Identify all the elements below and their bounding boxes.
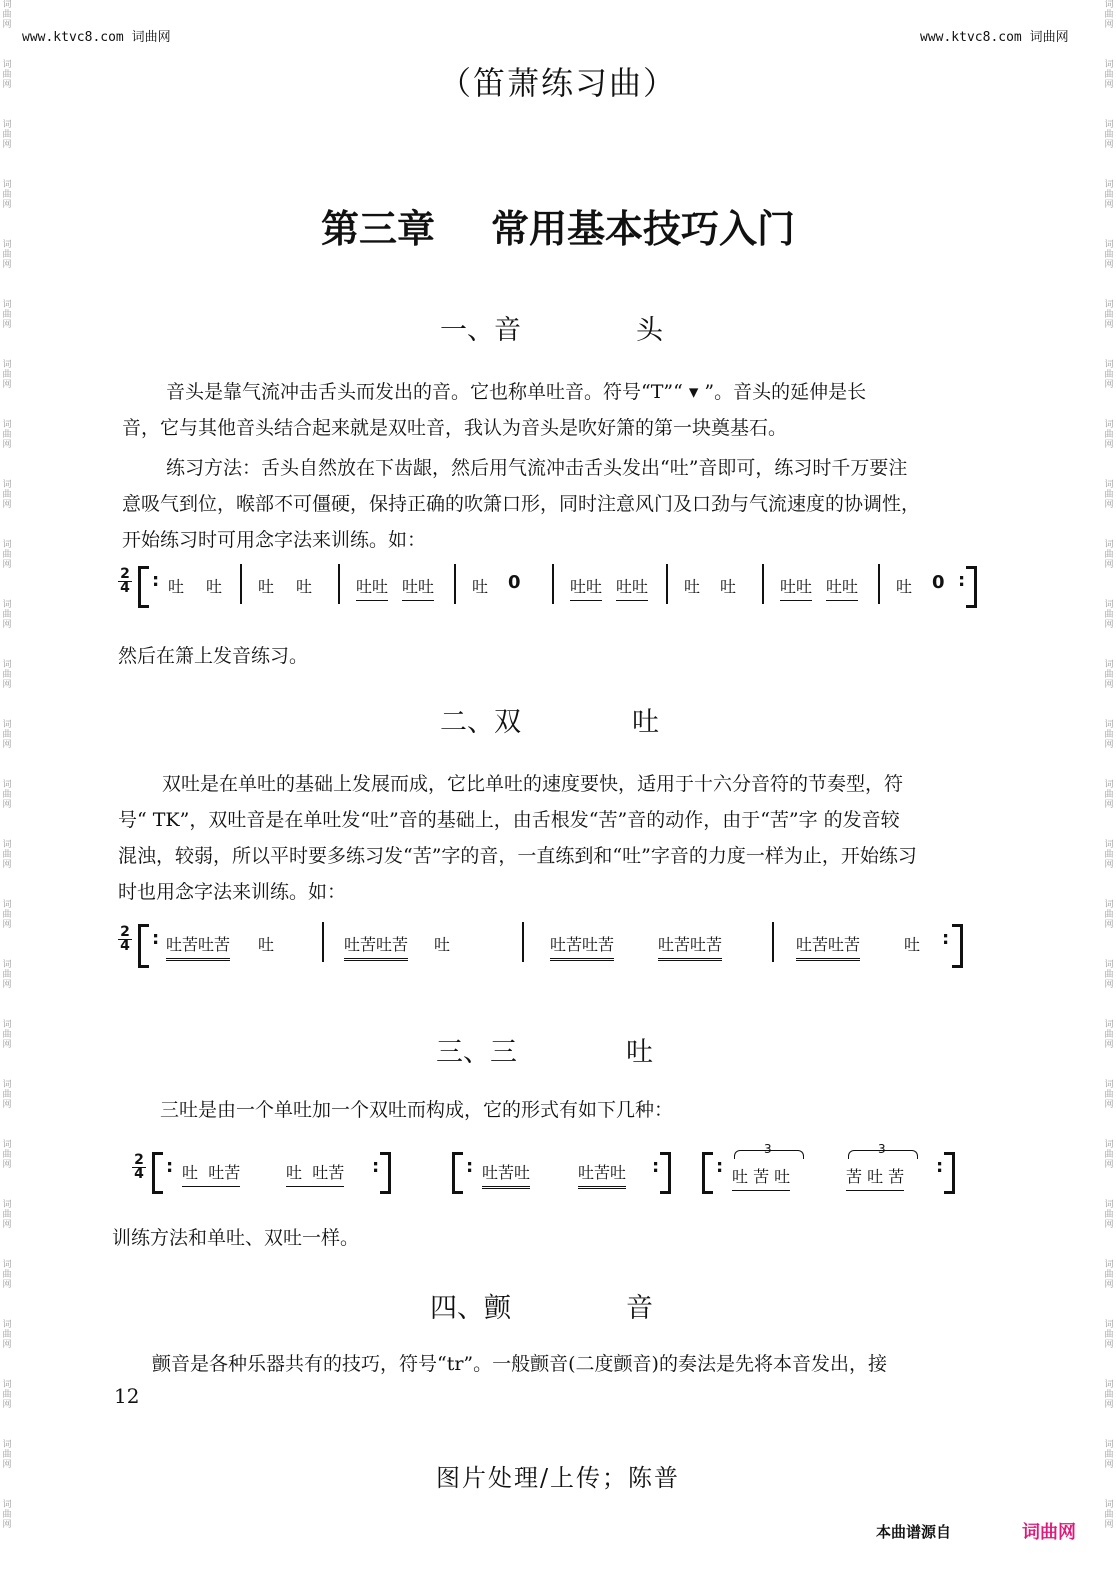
side-watermark-group	[0, 420, 14, 480]
repeat-bracket-close	[966, 566, 977, 608]
side-watermark-char: 词	[2, 600, 12, 610]
side-watermark-char: 曲	[2, 1330, 12, 1340]
side-watermark-char: 曲	[1104, 190, 1114, 200]
side-watermark-char: 词	[2, 0, 12, 10]
side-watermark-char: 网	[2, 980, 12, 990]
side-watermark-char: 网	[2, 800, 12, 810]
side-watermark-group	[1102, 1200, 1116, 1260]
side-watermark-group	[1102, 780, 1116, 840]
repeat-bracket-close	[944, 1152, 955, 1194]
beat: 吐	[684, 577, 701, 596]
page-number: 12	[114, 1384, 140, 1408]
side-watermark-char: 曲	[1104, 70, 1114, 80]
side-watermark-group	[0, 1380, 14, 1440]
beat: 0	[932, 572, 945, 593]
side-watermark-group	[1102, 300, 1116, 360]
section-heading-3-tail: 吐	[626, 1037, 653, 1068]
barline	[522, 922, 524, 962]
side-watermark-char: 网	[1104, 1400, 1114, 1410]
side-watermark-char: 词	[2, 1260, 12, 1270]
side-watermark-group	[0, 660, 14, 720]
footer-brand-logo: 词曲网	[1022, 1522, 1076, 1543]
side-watermark-char: 网	[2, 1280, 12, 1290]
section-heading-2: 二、双	[440, 707, 521, 738]
section-heading-4-tail: 音	[626, 1293, 653, 1324]
side-watermark-char: 词	[1104, 840, 1114, 850]
side-watermark-char: 词	[2, 360, 12, 370]
repeat-bracket-close	[380, 1152, 391, 1194]
side-watermark-char: 曲	[1104, 370, 1114, 380]
side-watermark-char: 词	[1104, 1500, 1114, 1510]
side-watermark-group	[0, 1020, 14, 1080]
side-watermark-char: 网	[2, 740, 12, 750]
repeat-bracket-open	[152, 1152, 163, 1194]
beat: 吐吐	[356, 574, 388, 601]
side-watermark-char: 网	[2, 380, 12, 390]
side-watermark-char: 词	[2, 240, 12, 250]
side-watermark-char: 网	[1104, 800, 1114, 810]
side-watermark-char: 曲	[1104, 1150, 1114, 1160]
side-watermark-char: 词	[1104, 600, 1114, 610]
side-watermark-char: 网	[1104, 1280, 1114, 1290]
side-watermark-char: 词	[1104, 1200, 1114, 1210]
side-watermark-char: 网	[1104, 1460, 1114, 1470]
side-watermark-group	[0, 540, 14, 600]
beat-group: 苦 吐 苦	[846, 1164, 904, 1191]
time-signature: 2 4	[118, 568, 132, 595]
side-watermark-char: 曲	[2, 1090, 12, 1100]
side-watermark-char: 曲	[1104, 490, 1114, 500]
repeat-bracket-open	[138, 924, 149, 968]
side-watermark-char: 网	[1104, 740, 1114, 750]
side-watermark-char: 词	[1104, 1320, 1114, 1330]
side-watermark-char: 网	[2, 1220, 12, 1230]
side-watermark-char: 网	[1104, 80, 1114, 90]
side-watermark-char: 曲	[2, 1150, 12, 1160]
beat: 吐	[296, 577, 313, 596]
side-watermark-group	[1102, 1080, 1116, 1140]
side-watermark-char: 曲	[1104, 430, 1114, 440]
beat: 吐	[258, 577, 275, 596]
side-watermark-char: 词	[1104, 480, 1114, 490]
side-watermark-group	[0, 900, 14, 960]
side-watermark-char: 曲	[2, 670, 12, 680]
side-watermark-char: 词	[1104, 660, 1114, 670]
side-watermark-char: 网	[2, 260, 12, 270]
repeat-bracket-close	[952, 924, 963, 968]
side-watermark-char: 词	[1104, 240, 1114, 250]
side-watermark-group	[0, 480, 14, 540]
beat: 吐	[206, 577, 223, 596]
side-watermark-char: 网	[1104, 380, 1114, 390]
side-watermark-group	[1102, 0, 1116, 60]
side-watermark-char: 曲	[1104, 1330, 1114, 1340]
notation-example-1	[116, 562, 986, 612]
side-watermark-group	[0, 720, 14, 780]
side-watermark-char: 曲	[2, 370, 12, 380]
repeat-dots: :	[152, 928, 160, 949]
side-watermark-char: 词	[2, 1020, 12, 1030]
side-watermark-char: 词	[2, 1440, 12, 1450]
chapter-title: 常用基本技巧入门	[491, 207, 796, 251]
book-subtitle: （笛萧练习曲）	[438, 64, 677, 102]
side-watermark-group	[0, 0, 14, 60]
beat: 0	[508, 572, 521, 593]
side-watermark-char: 曲	[2, 1030, 12, 1040]
side-watermark-char: 曲	[2, 310, 12, 320]
side-watermark-char: 网	[1104, 200, 1114, 210]
section-heading-1: 一、音	[440, 315, 521, 346]
side-watermark-char: 词	[1104, 1140, 1114, 1150]
side-watermark-group	[0, 840, 14, 900]
side-watermark-char: 网	[2, 320, 12, 330]
side-watermark-group	[0, 1260, 14, 1320]
side-watermark-char: 网	[2, 200, 12, 210]
side-watermark-group	[0, 780, 14, 840]
side-watermark-char: 词	[1104, 1380, 1114, 1390]
time-signature: 2 4	[118, 926, 132, 953]
repeat-dots: :	[716, 1156, 724, 1177]
side-watermark-char: 曲	[2, 1510, 12, 1520]
side-watermark-group	[1102, 120, 1116, 180]
header-watermark-left: www.ktvc8.com 词曲网	[22, 30, 171, 45]
chapter-heading	[0, 198, 1116, 253]
side-watermark-char: 曲	[1104, 1030, 1114, 1040]
beat-group: 吐 苦 吐	[732, 1164, 790, 1191]
repeat-dots: :	[936, 1156, 944, 1177]
side-watermark-char: 网	[2, 1160, 12, 1170]
side-watermark-char: 曲	[2, 10, 12, 20]
repeat-dots: :	[466, 1156, 474, 1177]
side-watermark-char: 曲	[1104, 850, 1114, 860]
side-watermark-group	[1102, 960, 1116, 1020]
side-watermark-group	[1102, 360, 1116, 420]
side-watermark-char: 曲	[1104, 730, 1114, 740]
side-watermark-char: 网	[2, 680, 12, 690]
side-watermark-char: 曲	[1104, 1090, 1114, 1100]
side-watermark-char: 词	[2, 1380, 12, 1390]
side-watermark-char: 词	[1104, 1440, 1114, 1450]
barline	[322, 922, 324, 962]
side-watermark-group	[0, 300, 14, 360]
side-watermark-char: 曲	[2, 1210, 12, 1220]
side-watermark-char: 网	[2, 140, 12, 150]
time-signature: 2 4	[132, 1154, 146, 1181]
side-watermark-group	[1102, 840, 1116, 900]
side-watermark-group	[1102, 480, 1116, 540]
repeat-bracket-open	[138, 566, 149, 608]
side-watermark-char: 词	[2, 1080, 12, 1090]
side-watermark-group	[1102, 900, 1116, 960]
beat: 吐	[904, 935, 921, 954]
side-watermark-char: 曲	[1104, 910, 1114, 920]
side-watermark-char: 网	[2, 20, 12, 30]
beat-group: 吐苦吐	[482, 1160, 530, 1189]
notation-example-2	[116, 920, 986, 970]
side-watermark-char: 词	[2, 720, 12, 730]
side-watermark-char: 曲	[2, 430, 12, 440]
repeat-dots: :	[372, 1156, 380, 1177]
side-watermark-char: 网	[1104, 560, 1114, 570]
side-watermark-group	[1102, 1260, 1116, 1320]
beat-group: 吐苦吐	[578, 1160, 626, 1189]
side-watermark-group	[0, 360, 14, 420]
beat-group: 吐 吐苦	[182, 1160, 240, 1187]
barline	[762, 564, 764, 604]
repeat-dots: :	[958, 570, 966, 591]
side-watermark-char: 词	[2, 180, 12, 190]
side-watermark-group	[0, 600, 14, 660]
side-watermark-char: 网	[1104, 20, 1114, 30]
side-watermark-char: 词	[2, 840, 12, 850]
side-watermark-group	[1102, 660, 1116, 720]
repeat-bracket-close	[660, 1152, 671, 1194]
side-watermark-char: 网	[2, 80, 12, 90]
side-watermark-char: 词	[1104, 0, 1114, 10]
side-watermark-char: 网	[1104, 920, 1114, 930]
side-watermark-char: 词	[2, 900, 12, 910]
side-watermark-group	[1102, 1320, 1116, 1380]
side-watermark-char: 曲	[2, 130, 12, 140]
side-watermark-group	[1102, 1500, 1116, 1560]
side-watermark-char: 词	[1104, 300, 1114, 310]
beat: 吐吐	[826, 574, 858, 601]
side-watermark-char: 曲	[1104, 1210, 1114, 1220]
side-watermark-char: 网	[1104, 860, 1114, 870]
beat: 吐吐	[402, 574, 434, 601]
side-watermark-char: 词	[2, 60, 12, 70]
side-watermark-char: 词	[1104, 1020, 1114, 1030]
side-watermark-char: 词	[1104, 120, 1114, 130]
side-watermark-char: 网	[1104, 1220, 1114, 1230]
side-watermark-char: 网	[2, 1400, 12, 1410]
side-watermark-char: 词	[2, 120, 12, 130]
side-watermark-char: 网	[1104, 500, 1114, 510]
side-watermark-char: 曲	[1104, 1390, 1114, 1400]
beat: 吐苦吐苦	[796, 932, 860, 961]
triplet-number: 3	[878, 1142, 886, 1156]
side-watermark-group	[1102, 1020, 1116, 1080]
beat-group: 吐 吐苦	[286, 1160, 344, 1187]
side-watermark-group	[1102, 1380, 1116, 1440]
side-watermark-char: 曲	[2, 550, 12, 560]
repeat-dots: :	[942, 928, 950, 949]
side-watermark-group	[0, 120, 14, 180]
section-1-paragraph: 音头是靠气流冲击舌头而发出的音。它也称单吐音。符号“T”“ ▾ ”。音头的延伸是长 音，它与其他音头结合起来就是双吐音，我认为音头是吹好箫的第一块奠基石。 练习方法：舌头自然放在下齿龈，然后用气流冲击舌头发出“吐”音即可，练习时千万要注 意吸气到位，喉部不可僵硬，保持正确的吹箫口形，同时注意风门及口劲与气流速度的协调性， 开始练习时可用念字法来训练。如：	[122, 381, 921, 551]
side-watermark-char: 词	[1104, 540, 1114, 550]
side-watermark-char: 网	[2, 1340, 12, 1350]
side-watermark-char: 词	[2, 660, 12, 670]
side-watermark-group	[0, 1080, 14, 1140]
beat: 吐	[168, 577, 185, 596]
side-watermark-group	[1102, 600, 1116, 660]
repeat-dots: :	[166, 1156, 174, 1177]
side-watermark-char: 词	[1104, 720, 1114, 730]
side-watermark-char: 词	[1104, 960, 1114, 970]
side-watermark-char: 网	[1104, 260, 1114, 270]
repeat-dots: :	[652, 1156, 660, 1177]
side-watermark-char: 网	[1104, 680, 1114, 690]
notation-example-3	[130, 1142, 970, 1198]
side-watermark-char: 曲	[1104, 670, 1114, 680]
side-watermark-group	[0, 1140, 14, 1200]
beat: 吐	[434, 935, 451, 954]
side-watermark-char: 词	[1104, 360, 1114, 370]
beat: 吐吐	[780, 574, 812, 601]
side-watermark-char: 网	[1104, 140, 1114, 150]
side-watermark-char: 网	[2, 1520, 12, 1530]
side-watermark-group	[1102, 1140, 1116, 1200]
side-watermark-char: 词	[2, 780, 12, 790]
barline	[666, 564, 668, 604]
side-watermark-char: 网	[2, 1040, 12, 1050]
side-watermark-char: 词	[1104, 900, 1114, 910]
side-watermark-char: 曲	[1104, 550, 1114, 560]
side-watermark-char: 曲	[1104, 130, 1114, 140]
side-watermark-char: 曲	[2, 250, 12, 260]
side-watermark-group	[1102, 720, 1116, 780]
side-watermark-char: 网	[2, 1100, 12, 1110]
side-watermark-char: 网	[1104, 320, 1114, 330]
side-watermark-char: 曲	[1104, 970, 1114, 980]
side-watermark-char: 曲	[2, 970, 12, 980]
barline	[552, 564, 554, 604]
side-watermark-char: 网	[1104, 1040, 1114, 1050]
side-watermark-group	[0, 1200, 14, 1260]
footer-source-label: 本曲谱源自	[876, 1523, 952, 1541]
side-watermark-char: 曲	[2, 610, 12, 620]
side-watermark-char: 网	[2, 500, 12, 510]
side-watermark-char: 曲	[1104, 610, 1114, 620]
side-watermark-char: 词	[1104, 780, 1114, 790]
section-3-after-text: 训练方法和单吐、双吐一样。	[112, 1227, 360, 1249]
side-watermark-char: 曲	[2, 850, 12, 860]
side-watermark-char: 词	[2, 1500, 12, 1510]
side-watermark-char: 网	[2, 560, 12, 570]
chapter-number: 第三章	[320, 207, 435, 251]
repeat-bracket-open	[452, 1152, 463, 1194]
side-watermark-char: 词	[1104, 60, 1114, 70]
header-watermark-right: www.ktvc8.com 词曲网	[920, 30, 1069, 45]
beat: 吐苦吐苦	[550, 932, 614, 961]
barline	[338, 564, 340, 604]
section-heading-4: 四、颤	[430, 1293, 511, 1324]
side-watermark-char: 网	[1104, 440, 1114, 450]
side-watermark-char: 网	[1104, 980, 1114, 990]
section-1-after-text: 然后在箫上发音练习。	[118, 645, 309, 667]
side-watermark-char: 词	[2, 420, 12, 430]
side-watermark-group	[0, 1500, 14, 1560]
side-watermark-char: 曲	[2, 1450, 12, 1460]
side-watermark-char: 曲	[2, 190, 12, 200]
beat: 吐	[472, 577, 489, 596]
side-watermark-char: 网	[1104, 1520, 1114, 1530]
side-watermark-char: 词	[2, 540, 12, 550]
barline	[878, 564, 880, 604]
side-watermark-group	[1102, 540, 1116, 600]
side-watermark-char: 词	[1104, 1260, 1114, 1270]
upload-credit: 图片处理/上传；陈普	[435, 1464, 681, 1492]
beat: 吐吐	[570, 574, 602, 601]
barline	[772, 922, 774, 962]
repeat-dots: :	[152, 570, 160, 591]
beat: 吐苦吐苦	[658, 932, 722, 961]
side-watermark-char: 曲	[1104, 250, 1114, 260]
side-watermark-char: 曲	[2, 1390, 12, 1400]
repeat-bracket-open	[702, 1152, 713, 1194]
side-watermark-char: 词	[1104, 180, 1114, 190]
beat: 吐	[896, 577, 913, 596]
side-watermark-char: 网	[1104, 1160, 1114, 1170]
side-watermark-char: 曲	[2, 70, 12, 80]
barline	[240, 564, 242, 604]
side-watermark-char: 词	[1104, 420, 1114, 430]
section-heading-2-tail: 吐	[632, 707, 659, 738]
side-watermark-char: 网	[2, 440, 12, 450]
side-watermark-char: 曲	[2, 910, 12, 920]
triplet-number: 3	[764, 1142, 772, 1156]
beat: 吐	[720, 577, 737, 596]
beat: 吐	[258, 935, 275, 954]
section-3-paragraph: 三吐是由一个单吐加一个双吐而构成，它的形式有如下几种：	[160, 1099, 674, 1121]
side-watermark-group	[0, 960, 14, 1020]
side-watermark-char: 曲	[1104, 1510, 1114, 1520]
beat: 吐苦吐苦	[166, 932, 230, 961]
side-watermark-char: 曲	[1104, 1270, 1114, 1280]
section-2-paragraph: 双吐是在单吐的基础上发展而成，它比单吐的速度要快，适用于十六分音符的节奏型，符 号“ TK”，双吐音是在单吐发“吐”音的基础上，由舌根发“苦”音的动作，由于“苦”字 的发音较 混浊，较弱，所以平时要多练习发“苦”字的音，一直练到和“吐”字音的力度一样为止，开始练习 时也用念字法来训练。如：	[118, 773, 917, 903]
side-watermark-char: 网	[2, 1460, 12, 1470]
section-heading-3: 三、三	[436, 1037, 517, 1068]
side-watermark-char: 词	[2, 300, 12, 310]
side-watermark-char: 网	[2, 620, 12, 630]
side-watermark-char: 曲	[2, 1270, 12, 1280]
side-watermark-char: 词	[2, 1200, 12, 1210]
side-watermark-char: 网	[2, 860, 12, 870]
side-watermark-char: 词	[2, 480, 12, 490]
side-watermark-char: 词	[2, 1140, 12, 1150]
side-watermark-char: 曲	[2, 730, 12, 740]
barline	[454, 564, 456, 604]
side-watermark-char: 曲	[2, 790, 12, 800]
side-watermark-char: 曲	[2, 490, 12, 500]
side-watermark-char: 曲	[1104, 1450, 1114, 1460]
side-watermark-char: 词	[1104, 1080, 1114, 1090]
beat: 吐吐	[616, 574, 648, 601]
side-watermark-char: 网	[1104, 1340, 1114, 1350]
side-watermark-char: 曲	[1104, 310, 1114, 320]
side-watermark-char: 曲	[1104, 10, 1114, 20]
beat: 吐苦吐苦	[344, 932, 408, 961]
side-watermark-char: 网	[1104, 1100, 1114, 1110]
side-watermark-group	[1102, 420, 1116, 480]
side-watermark-char: 网	[1104, 620, 1114, 630]
section-heading-1-tail: 头	[636, 315, 663, 346]
side-watermark-char: 词	[2, 960, 12, 970]
side-watermark-char: 网	[2, 920, 12, 930]
section-4-paragraph: 颤音是各种乐器共有的技巧，符号“tr”。一般颤音(二度颤音)的奏法是先将本音发出，接	[152, 1353, 887, 1375]
side-watermark-char: 曲	[1104, 790, 1114, 800]
side-watermark-group	[0, 1320, 14, 1380]
side-watermark-char: 词	[2, 1320, 12, 1330]
